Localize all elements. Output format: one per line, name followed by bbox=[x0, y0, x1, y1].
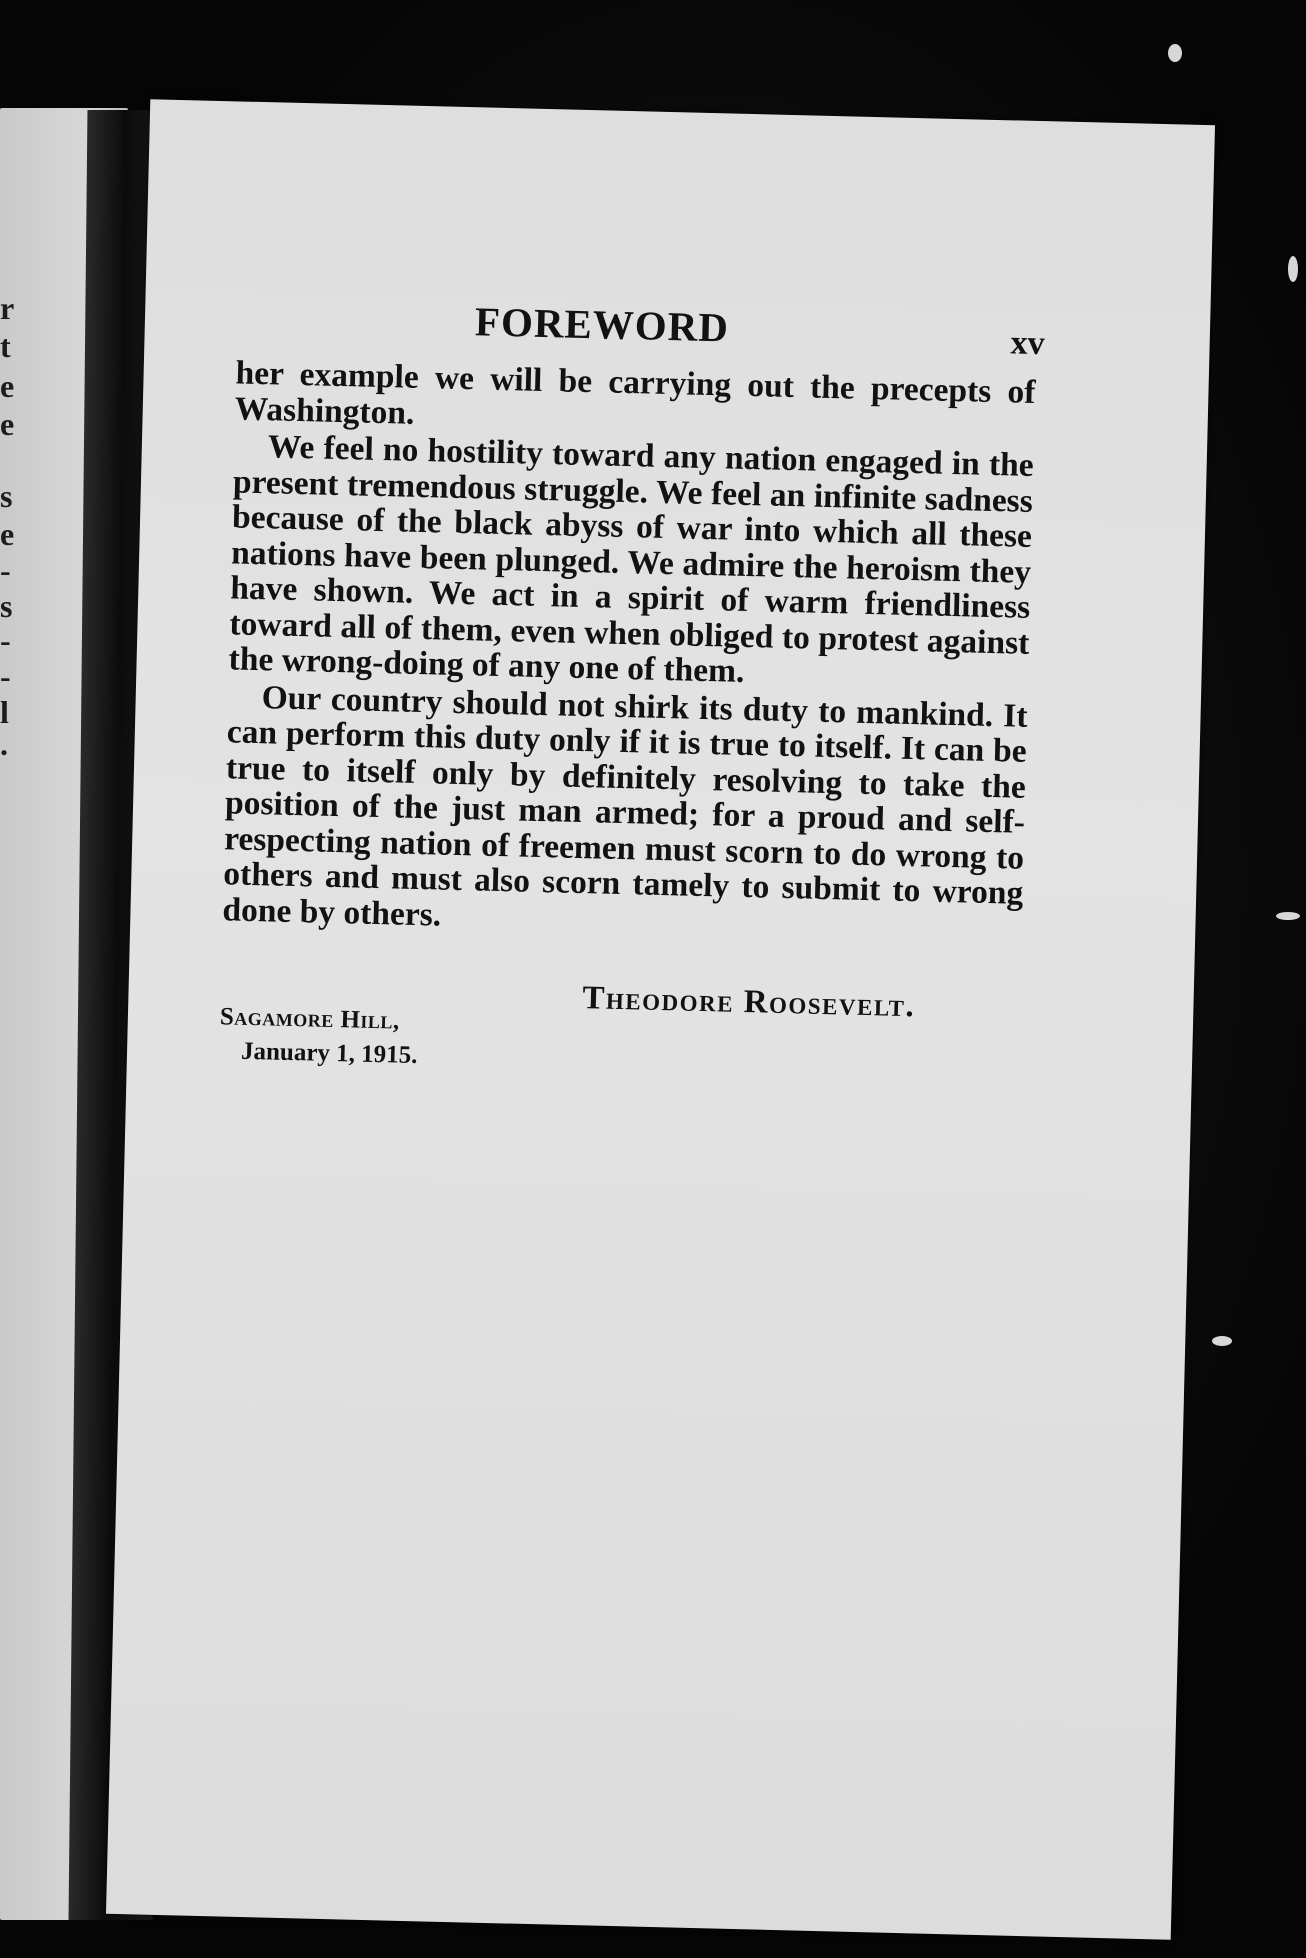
scan-speck bbox=[1168, 44, 1182, 62]
facing-page-fragment: e bbox=[0, 368, 15, 404]
body-paragraph: Our country should not shirk its duty to mankind. It can perform this duty only if it is true to itself. It can be true to itself only by definitely resolving to take the position of the just man armed; for a proud and self-respecting nation of freemen must scorn to do wrong to others and must also scorn tamely to submit to wrong done by others. bbox=[222, 678, 1028, 934]
facing-page-fragment: r bbox=[0, 290, 15, 326]
scan-speck bbox=[1276, 912, 1300, 920]
facing-page-fragment: s bbox=[0, 478, 13, 514]
body-paragraph: We feel no hostility toward any nation engaged in the present tremendous struggle. We feel an infinite sadness because of the black abyss of war into which all these nations have been plunged. We admire the heroism they have shown. We act in a spirit of warm friendliness toward all of them, even when obliged to protest against the wrong-doing of any one of them. bbox=[228, 428, 1035, 690]
facing-page-fragment: - bbox=[0, 552, 11, 588]
page-content bbox=[219, 291, 1046, 1087]
page-number: xv bbox=[1010, 324, 1046, 363]
page-title: FOREWORD bbox=[474, 298, 730, 351]
facing-page-fragment: - bbox=[0, 658, 11, 694]
scan-speck bbox=[1212, 1336, 1232, 1346]
facing-page-fragment: - bbox=[0, 622, 11, 658]
body-paragraph: her example we will be carrying out the precepts of Washington. bbox=[234, 354, 1036, 432]
facing-page-fragment: . bbox=[0, 726, 8, 762]
dateline-date: January 1, 1915. bbox=[240, 1037, 418, 1070]
book-page bbox=[106, 99, 1215, 1939]
facing-page-fragment: e bbox=[0, 516, 15, 552]
facing-page-fragment: s bbox=[0, 588, 13, 624]
facing-page-fragment: l bbox=[0, 694, 9, 730]
author-signature: Theodore Roosevelt. bbox=[582, 980, 916, 1025]
facing-page-fragment: e bbox=[0, 406, 15, 442]
facing-page-fragment: t bbox=[0, 328, 11, 364]
scan-speck bbox=[1288, 256, 1298, 282]
dateline-place: Sagamore Hill, bbox=[219, 1003, 401, 1035]
